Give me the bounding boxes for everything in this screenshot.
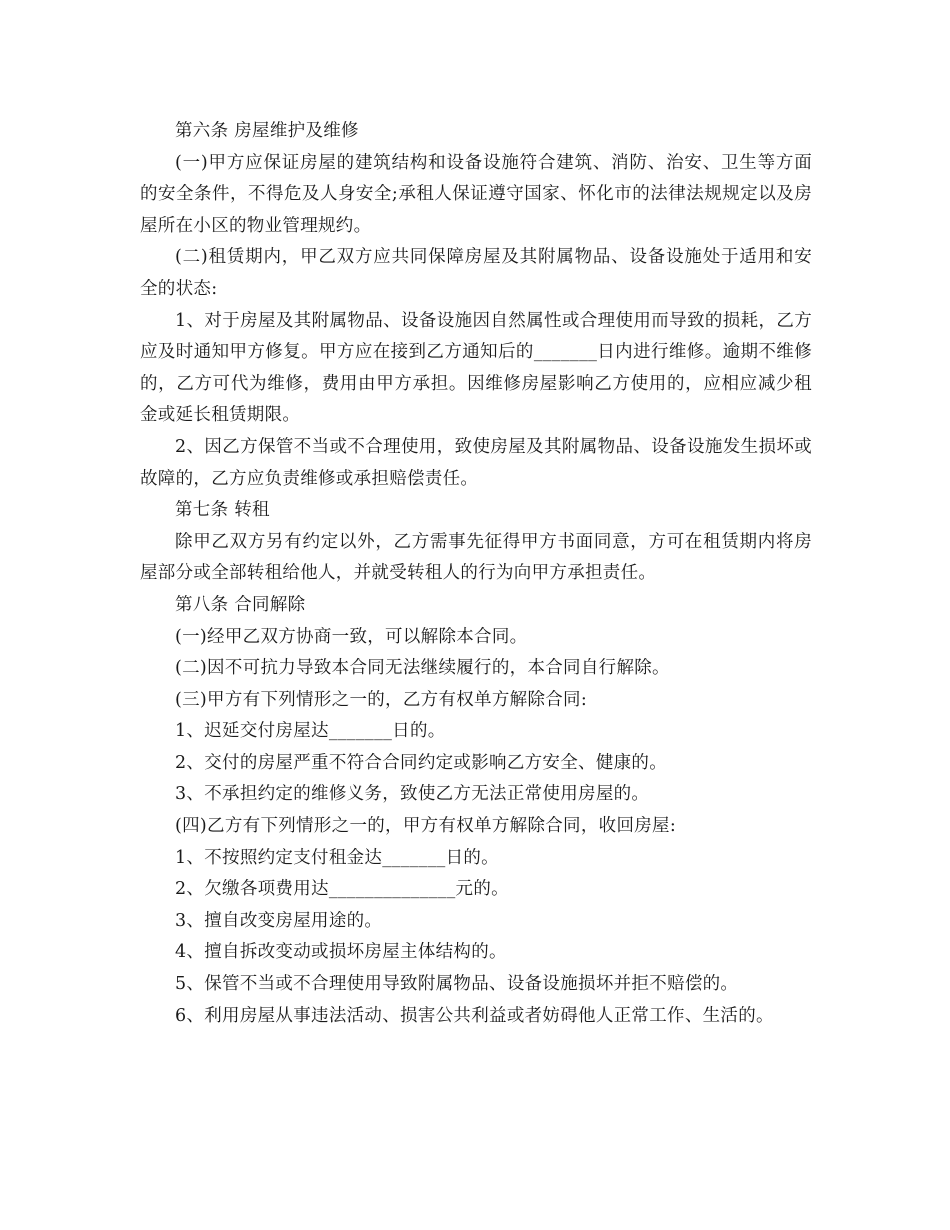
list-item: 6、利用房屋从事违法活动、损害公共利益或者妨碍他人正常工作、生活的。 bbox=[175, 1005, 774, 1026]
paragraph: 除甲乙双方另有约定以外，乙方需事先征得甲方书面同意，方可在租赁期内将房屋部分或全部转租给他人，并就受转租人的行为向甲方承担责任。 bbox=[140, 531, 812, 584]
list-item: 2、交付的房屋严重不符合合同约定或影响乙方安全、健康的。 bbox=[175, 752, 668, 773]
list-item: 3、擅自改变房屋用途的。 bbox=[175, 910, 383, 931]
list-item: 4、擅自拆改变动或损坏房屋主体结构的。 bbox=[175, 942, 507, 963]
list-item: 5、保管不当或不合理使用导致附属物品、设备设施损坏并拒不赔偿的。 bbox=[175, 974, 739, 995]
paragraph: 1、对于房屋及其附属物品、设备设施因自然属性或合理使用而导致的损耗，乙方应及时通知甲方修复。甲方应在接到乙方通知后的_______日内进行维修。逾期不维修的，乙方可代为维修，费用由甲方承担。因维修房屋影响乙方使用的，应相应减少租金或延长租赁期限。 bbox=[140, 310, 812, 426]
paragraph: (二)租赁期内，甲乙双方应共同保障房屋及其附属物品、设备设施处于适用和安全的状态: bbox=[140, 247, 812, 299]
paragraph: (三)甲方有下列情形之一的，乙方有权单方解除合同: bbox=[175, 689, 588, 710]
paragraph: 2、因乙方保管不当或不合理使用，致使房屋及其附属物品、设备设施发生损坏或故障的，乙方应负责维修或承担赔偿责任。 bbox=[140, 436, 812, 489]
paragraph: (四)乙方有下列情形之一的，甲方有权单方解除合同，收回房屋: bbox=[175, 816, 677, 837]
list-item: 3、不承担约定的维修义务，致使乙方无法正常使用房屋的。 bbox=[175, 784, 650, 805]
section-heading-article-7: 第七条 转租 bbox=[175, 500, 270, 521]
list-item: 1、不按照约定支付租金达_______日的。 bbox=[175, 847, 499, 868]
paragraph: (二)因不可抗力导致本合同无法继续履行的，本合同自行解除。 bbox=[175, 658, 670, 679]
list-item: 1、迟延交付房屋达_______日的。 bbox=[175, 721, 446, 742]
document-body bbox=[140, 116, 812, 1032]
list-item: 2、欠缴各项费用达______________元的。 bbox=[175, 879, 509, 900]
paragraph: (一)经甲乙双方协商一致，可以解除本合同。 bbox=[175, 626, 528, 647]
section-heading-article-8: 第八条 合同解除 bbox=[175, 594, 306, 615]
paragraph: (一)甲方应保证房屋的建筑结构和设备设施符合建筑、消防、治安、卫生等方面的安全条件，不得危及人身安全;承租人保证遵守国家、怀化市的法律法规规定以及房屋所在小区的物业管理规约。 bbox=[140, 152, 812, 236]
section-heading-article-6: 第六条 房屋维护及维修 bbox=[175, 121, 359, 141]
